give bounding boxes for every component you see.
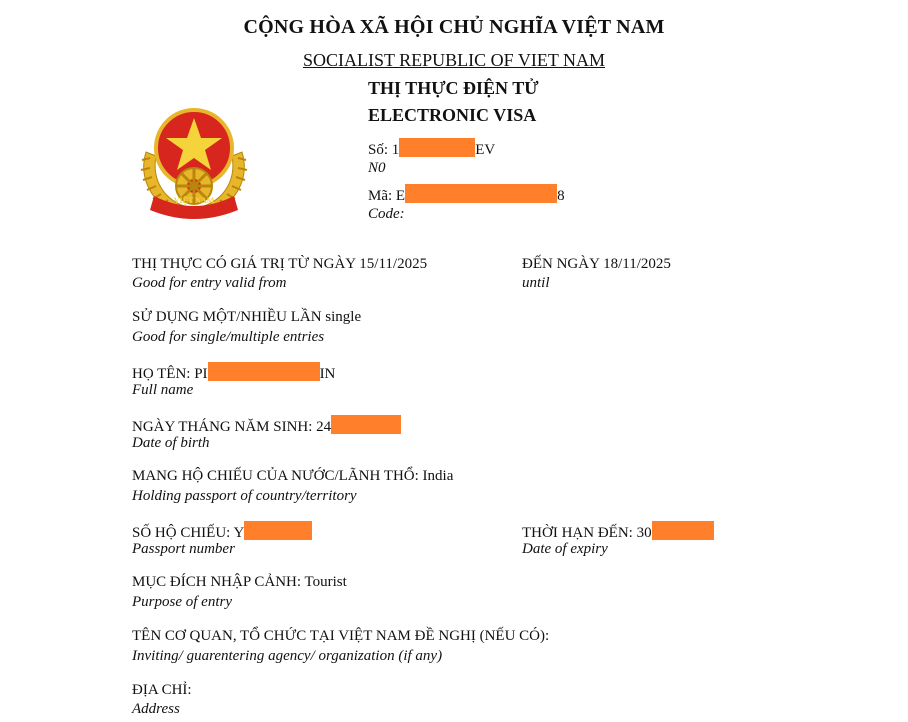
country-title-vi: CỘNG HÒA XÃ HỘI CHỦ NGHĨA VIỆT NAM [243,16,665,38]
agency-label-en: Inviting/ guarentering agency/ organization (if any) [132,648,443,664]
redaction-block [405,184,557,203]
passport-number-label-en: Passport number [132,541,235,557]
visa-code [368,184,565,205]
visa-code-label: Mã: [368,188,393,204]
entries-label-en: Good for single/multiple entries [132,329,325,345]
dob-label-en: Date of birth [132,435,210,451]
redaction-block [331,415,401,434]
visa-number-label: Số: [368,142,389,158]
visa-number-suffix: EV [475,142,496,158]
passport-number [132,521,312,542]
visa-number-prefix: 1 [391,142,400,158]
visa-number [368,138,495,159]
redaction-block [399,138,475,157]
visa-number-label-en: N0 [368,160,386,176]
full-name-suffix: IN [319,366,336,382]
agency-label: TÊN CƠ QUAN, TỔ CHỨC TẠI VIỆT NAM ĐỀ NGHỊ (NẾU CÓ): [132,628,550,644]
emblem-text: VIỆT NAM [173,196,215,205]
valid-from-label: THỊ THỰC CÓ GIÁ TRỊ TỪ NGÀY 15/11/2025 [132,256,428,272]
address-label: ĐỊA CHỈ: [132,682,192,698]
visa-code-prefix: E [395,188,406,204]
address-label-en: Address [132,701,180,717]
full-name-label: HỌ TÊN: PI [132,366,208,382]
passport-expiry-label: THỜI HẠN ĐẾN: 30 [522,525,652,541]
dob-label: NGÀY THÁNG NĂM SINH: 24 [132,419,332,435]
purpose-label: MỤC ĐÍCH NHẬP CẢNH: Tourist [132,574,347,590]
entries-label: SỬ DỤNG MỘT/NHIỀU LẦN single [132,309,362,325]
full-name [132,362,335,383]
passport-number-label: SỐ HỘ CHIẾU: Y [132,525,245,541]
full-name-label-en: Full name [132,382,194,398]
passport-expiry-label-en: Date of expiry [522,541,608,557]
country-title-en: SOCIALIST REPUBLIC OF VIET NAM [302,50,606,70]
redaction-block [244,521,312,540]
visa-code-suffix: 8 [557,188,565,204]
visa-code-label-en: Code: [368,206,405,222]
valid-until-label: ĐẾN NGÀY 18/11/2025 [522,256,671,272]
vietnam-national-emblem-icon [132,100,256,224]
passport-expiry [522,521,714,542]
document-title-vi: THỊ THỰC ĐIỆN TỬ [368,78,539,98]
nationality-label: MANG HỘ CHIẾU CỦA NƯỚC/LÃNH THỔ: India [132,468,454,484]
purpose-label-en: Purpose of entry [132,594,232,610]
nationality-label-en: Holding passport of country/territory [132,488,357,504]
valid-until-label-en: until [522,275,550,291]
valid-from-label-en: Good for entry valid from [132,275,287,291]
redaction-block [208,362,320,381]
date-of-birth [132,415,401,436]
document-title-en: ELECTRONIC VISA [368,105,537,125]
redaction-block [652,521,714,540]
